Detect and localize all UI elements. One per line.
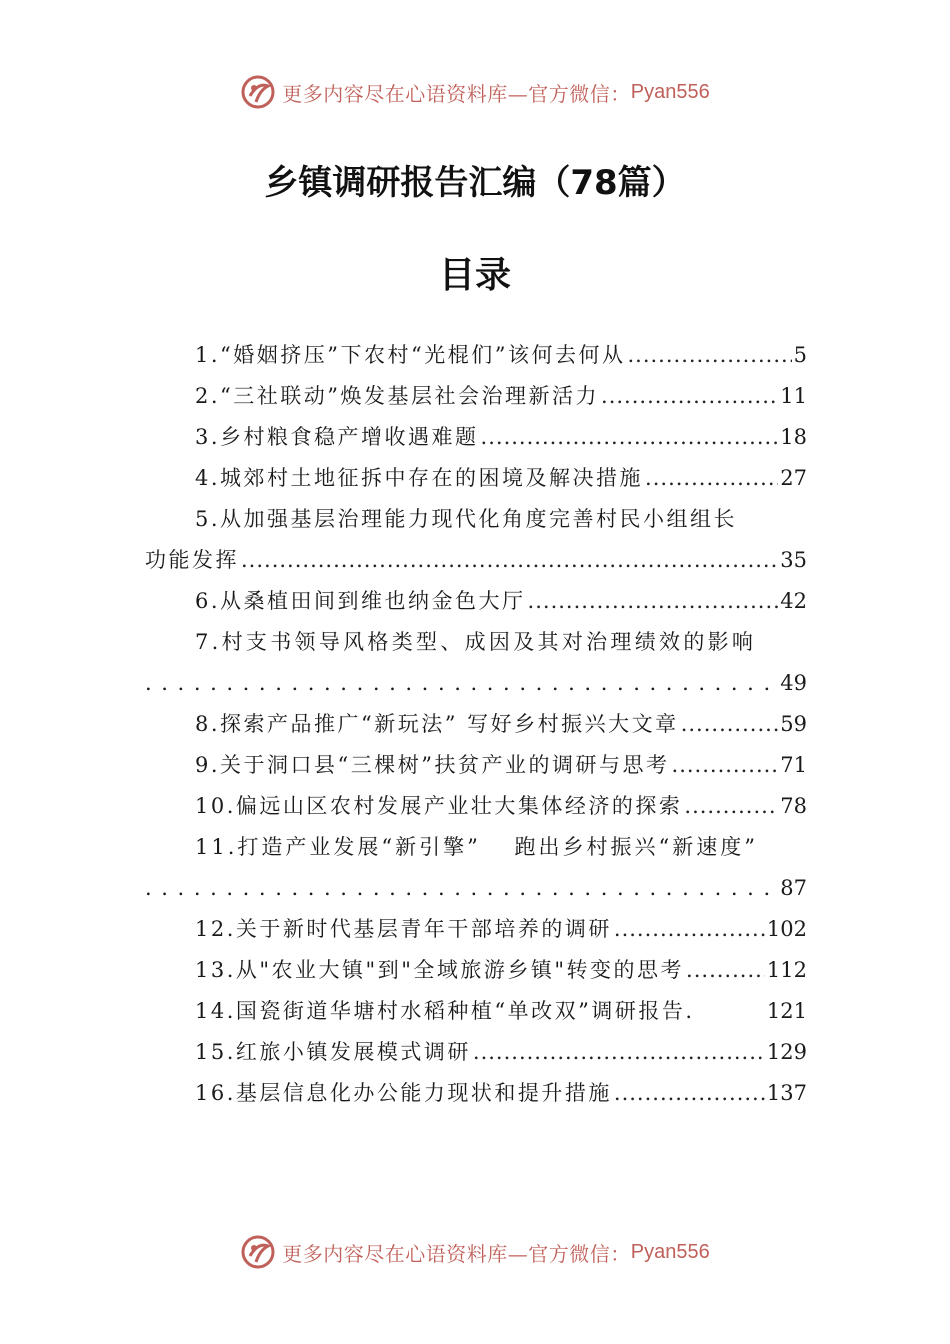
toc-entry-title: 6.从桑植田间到维也纳金色大厅 [195,589,526,613]
toc-entry-page: 121 [766,999,807,1023]
toc-entry-3[interactable] [145,417,807,458]
toc-entry-2[interactable] [145,376,807,417]
toc-entry-page: 27 [780,466,807,490]
toc-entry-page: 49 [780,671,807,695]
toc-entry-page: 129 [766,1040,807,1064]
toc-entry-11-line1[interactable] [145,827,807,868]
toc-entry-title: 2.“三社联动”焕发基层社会治理新活力 [195,384,600,408]
toc-entry-title: 功能发挥 [145,548,239,572]
toc-entry-page: 78 [780,794,807,818]
watermark-banner-bottom [0,1230,950,1274]
toc-entry-title: 7.村支书领导风格类型、成因及其对治理绩效的影响 [195,630,757,654]
toc-entry-page: 18 [780,425,807,449]
table-of-contents [145,335,807,1114]
toc-entry-page: 5 [793,343,807,367]
watermark-banner-top [0,70,950,114]
toc-entry-12[interactable] [145,909,807,950]
toc-entry-8[interactable] [145,704,807,745]
toc-entry-13[interactable] [145,950,807,991]
brand-logo-icon [240,1234,276,1270]
toc-entry-page: 42 [780,589,807,613]
toc-entry-title: 11.打造产业发展“新引擎” 跑出乡村振兴“新速度” [195,835,759,859]
toc-entry-title: 3.乡村粮食稳产增收遇难题 [195,425,479,449]
toc-entry-title: 4.城郊村土地征拆中存在的困境及解决措施 [195,466,644,490]
toc-entry-4[interactable] [145,458,807,499]
toc-entry-5-line2[interactable] [145,540,807,581]
toc-entry-page: 112 [766,958,807,982]
toc-entry-1[interactable] [145,335,807,376]
toc-entry-title: 12.关于新时代基层青年干部培养的调研 [195,917,612,941]
toc-entry-title: 9.关于洞口县“三棵树”扶贫产业的调研与思考 [195,753,670,777]
toc-entry-title: 1.“婚姻挤压”下农村“光棍们”该何去何从 [195,343,626,367]
toc-entry-title: 5.从加强基层治理能力现代化角度完善村民小组组长 [195,507,738,531]
toc-entry-title: 15.红旅小镇发展模式调研 [195,1040,471,1064]
toc-entry-page: 71 [780,753,807,777]
toc-entry-9[interactable] [145,745,807,786]
toc-entry-title: 10.偏远山区农村发展产业壮大集体经济的探索 [195,794,683,818]
toc-entry-11-line2[interactable] [145,868,807,909]
watermark-id: Pyan556 [630,80,710,103]
toc-entry-7-line2[interactable] [145,663,807,704]
toc-entry-14[interactable] [145,991,807,1032]
watermark-text: 更多内容尽在心语资料库—官方微信： [282,81,631,106]
toc-entry-16[interactable] [145,1073,807,1114]
toc-entry-title: 14.国瓷街道华塘村水稻种植“单改双”调研报告. [195,999,695,1023]
toc-entry-15[interactable] [145,1032,807,1073]
toc-heading: 目录 [438,255,511,296]
document-title: 乡镇调研报告汇编（78篇） [264,163,686,203]
watermark-text: 更多内容尽在心语资料库—官方微信： [282,1241,631,1266]
toc-entry-title: 16.基层信息化办公能力现状和提升措施 [195,1081,612,1105]
toc-entry-5-line1[interactable] [145,499,807,540]
toc-entry-page: 59 [780,712,807,736]
toc-entry-6[interactable] [145,581,807,622]
toc-entry-page: 102 [766,917,807,941]
toc-entry-title: 8.探索产品推广“新玩法” 写好乡村振兴大文章 [195,712,679,736]
toc-entry-page: 137 [766,1081,807,1105]
toc-entry-10[interactable] [145,786,807,827]
toc-entry-page: 11 [780,384,807,408]
brand-logo-icon [240,74,276,110]
toc-entry-page: 87 [780,876,807,900]
toc-entry-page: 35 [780,548,807,572]
toc-entry-7-line1[interactable] [145,622,807,663]
toc-entry-title: 13.从"农业大镇"到"全域旅游乡镇"转变的思考 [195,958,685,982]
watermark-id: Pyan556 [630,1240,710,1263]
